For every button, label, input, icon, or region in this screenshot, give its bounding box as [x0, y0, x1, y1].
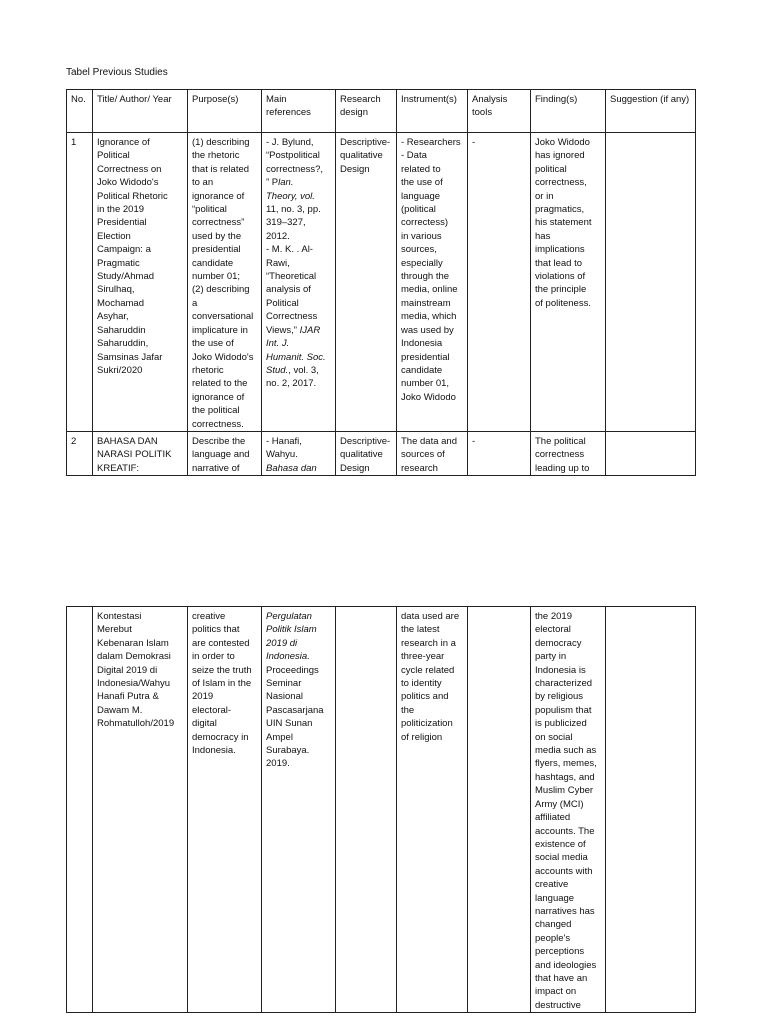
cell-line: by religious: [535, 691, 584, 703]
cell-line: of Islam in the: [192, 678, 252, 690]
cell-line: research: [401, 462, 438, 474]
cell-line: “political: [192, 204, 227, 216]
cell-line: Saharuddin: [97, 324, 146, 336]
cell-line: pragmatics,: [535, 204, 585, 216]
cell-line: Nasional: [266, 691, 303, 703]
column-header-purposes: [188, 90, 262, 133]
cell-suggestions: [606, 133, 696, 432]
cell-line: 2019.: [266, 758, 290, 770]
cell-line: Proceedings: [266, 664, 319, 676]
cell-line: Presidential: [97, 217, 147, 229]
cell-title-author-year: [93, 431, 188, 475]
cell-line: to an: [192, 177, 214, 189]
cell-analysis-tools: [468, 133, 531, 432]
cell-line: changed: [535, 919, 572, 931]
cell-line: affiliated: [535, 812, 571, 824]
cell-line: Wahyu.: [266, 449, 298, 461]
cell-no: [67, 431, 93, 475]
cell-research-design: [336, 607, 397, 1013]
cell-line: Design: [340, 462, 370, 474]
cell-line: media, online: [401, 284, 458, 296]
cell-line: BAHASA DAN: [97, 435, 158, 447]
cell-line: democracy in: [192, 731, 249, 743]
header-row: [67, 90, 696, 133]
table-row: [67, 133, 696, 432]
cell-line: - Hanafi,: [266, 435, 302, 447]
cell-line: Humanit. Soc.: [266, 351, 326, 363]
cell-line: Stud., vol. 3,: [266, 364, 319, 376]
cell-line: The political: [535, 435, 586, 447]
cell-line: Political: [266, 297, 299, 309]
cell-line: ” Plan.: [266, 177, 294, 189]
cell-line: Rohmatulloh/2019: [97, 718, 175, 730]
cell-line: 2019 di: [266, 637, 298, 649]
cell-instruments: [397, 607, 468, 1013]
cell-line: impact on: [535, 986, 577, 998]
cell-line: implications: [535, 244, 585, 256]
cell-purposes: [188, 133, 262, 432]
cell-line: Mochamad: [97, 297, 144, 309]
cell-line: Digital 2019 di: [97, 664, 158, 676]
cell-line: Design: [340, 163, 370, 175]
cell-line: especially: [401, 257, 443, 269]
cell-line: Joko Widodo's: [192, 351, 254, 363]
cell-line: Indonesia is: [535, 664, 586, 676]
cell-findings: [531, 431, 606, 475]
cell-line: politics that: [192, 624, 240, 636]
cell-line: Descriptive-: [340, 435, 391, 447]
cell-line: destructive: [535, 999, 581, 1011]
cell-main-references: [262, 133, 336, 432]
cell-line: no. 2, 2017.: [266, 378, 317, 390]
column-header-line: No.: [71, 94, 86, 105]
cell-line: correctness”: [192, 217, 245, 229]
cell-line: related to: [401, 163, 441, 175]
column-header-title-author-year: [93, 90, 188, 133]
cell-line: social media: [535, 852, 588, 864]
cell-purposes: [188, 607, 262, 1013]
cell-line: Political Rhetoric: [97, 190, 168, 202]
cell-line: his statement: [535, 217, 592, 229]
cell-line: the latest: [401, 624, 440, 636]
cell-line: Election: [97, 230, 131, 242]
cell-line: that is related: [192, 163, 250, 175]
cell-line: presidential: [401, 351, 450, 363]
cell-line: narratives has: [535, 905, 595, 917]
cell-line: narrative of: [192, 462, 240, 474]
cell-line: Campaign: a: [97, 244, 151, 256]
cell-line: democracy: [535, 637, 582, 649]
cell-line: sources,: [401, 244, 437, 256]
cell-line: Politik Islam: [266, 624, 317, 636]
cell-line: accounts. The: [535, 825, 595, 837]
cell-line: Political: [97, 150, 130, 162]
cell-line: language: [535, 892, 575, 904]
column-header-main-references: [262, 90, 336, 133]
cell-line: hashtags, and: [535, 771, 595, 783]
cell-line: sources of: [401, 449, 445, 461]
cell-line: (1) describing: [192, 137, 250, 148]
cell-line: the political: [192, 405, 240, 417]
cell-line: accounts with: [535, 865, 593, 877]
cell-line: language and: [192, 449, 250, 461]
cell-line: of religion: [401, 731, 443, 743]
cell-line: Indonesia/Wahyu: [97, 678, 171, 690]
cell-findings: [531, 133, 606, 432]
cell-line: analysis of: [266, 284, 311, 296]
cell-suggestions: [606, 607, 696, 1013]
cell-line: Saharuddin,: [97, 338, 149, 350]
cell-line: correctness.: [192, 418, 244, 430]
cell-line: used by the: [192, 230, 242, 242]
cell-line: was used by: [401, 324, 454, 336]
cell-line: the use of: [192, 338, 234, 350]
cell-line: - J. Bylund,: [266, 137, 314, 148]
cell-line: the rhetoric: [192, 150, 240, 162]
column-header-line: Analysis: [472, 94, 508, 105]
cell-line: on social: [535, 731, 573, 743]
cell-line: the principle: [535, 284, 587, 296]
cell-line: Kebenaran Islam: [97, 637, 169, 649]
column-header-line: Suggestion (if any): [610, 94, 690, 105]
cell-line: “Postpolitical: [266, 150, 320, 162]
cell-line: The data and: [401, 435, 457, 447]
cell-main-references: [262, 431, 336, 475]
cell-line: correctness?,: [266, 163, 324, 175]
cell-line: Asyhar,: [97, 311, 129, 323]
cell-line: creative: [535, 879, 569, 891]
cell-line: Muslim Cyber: [535, 785, 594, 797]
cell-line: Merebut: [97, 624, 132, 636]
cell-line: 2012.: [266, 230, 290, 242]
cell-research-design: [336, 431, 397, 475]
cell-line: - Data: [401, 150, 427, 162]
column-header-line: design: [340, 107, 368, 119]
cell-line: Ignorance of: [97, 137, 150, 148]
cell-line: electoral-: [192, 704, 232, 716]
cell-line: political: [535, 163, 567, 175]
cell-line: UIN Sunan: [266, 718, 313, 730]
cell-line: -: [472, 435, 476, 447]
cell-line: Indonesia: [401, 338, 443, 350]
previous-studies-table-continued: [66, 606, 696, 1013]
cell-line: 11, no. 3, pp.: [266, 204, 321, 216]
cell-line: language: [401, 190, 441, 202]
cell-line: candidate: [401, 364, 443, 376]
cell-line: in various: [401, 230, 442, 242]
previous-studies-table: [66, 89, 696, 476]
cell-line: populism that: [535, 704, 592, 716]
cell-line: Pascasarjana: [266, 704, 324, 716]
cell-line: Correctness on: [97, 163, 162, 175]
cell-line: “Theoretical: [266, 271, 317, 283]
cell-line: a: [192, 297, 198, 309]
cell-line: to identity: [401, 678, 442, 690]
cell-line: Dawam M.: [97, 704, 143, 716]
cell-line: and ideologies: [535, 959, 597, 971]
cell-line: Pergulatan: [266, 611, 312, 622]
cell-line: Bahasa dan: [266, 462, 317, 474]
cell-line: Sukri/2020: [97, 364, 143, 376]
column-header-line: Purpose(s): [192, 94, 239, 105]
column-header-line: Finding(s): [535, 94, 578, 105]
cell-line: of politeness.: [535, 297, 591, 309]
cell-line: - Researchers: [401, 137, 461, 148]
cell-line: NARASI POLITIK: [97, 449, 172, 461]
cell-line: people's: [535, 932, 571, 944]
cell-line: party in: [535, 651, 567, 663]
cell-line: research in a: [401, 637, 456, 649]
cell-line: correctness,: [535, 177, 587, 189]
cell-line: Surabaya.: [266, 745, 310, 757]
cell-main-references: [262, 607, 336, 1013]
cell-line: Study/Ahmad: [97, 271, 155, 283]
column-header-no: [67, 90, 93, 133]
cell-line: Theory, vol.: [266, 190, 315, 202]
cell-line: Kontestasi: [97, 611, 142, 622]
column-header-instruments: [397, 90, 468, 133]
cell-no: [67, 607, 93, 1013]
cell-line: presidential: [192, 244, 241, 256]
cell-line: politics and: [401, 691, 449, 703]
column-header-analysis-tools: [468, 90, 531, 133]
cell-line: has: [535, 230, 551, 242]
cell-line: seize the truth: [192, 664, 252, 676]
table-row: [67, 431, 696, 475]
cell-instruments: [397, 133, 468, 432]
cell-line: politicization: [401, 718, 453, 730]
cell-line: Army (MCI): [535, 798, 584, 810]
cell-title-author-year: [93, 607, 188, 1013]
cell-line: Describe the: [192, 435, 246, 447]
cell-line: digital: [192, 718, 217, 730]
cell-line: Correctness: [266, 311, 318, 323]
cell-line: in order to: [192, 651, 235, 663]
cell-line: (2) describing: [192, 284, 250, 296]
column-header-line: Main: [266, 94, 287, 105]
cell-line: 1: [71, 137, 77, 148]
cell-line: Indonesia.: [266, 651, 310, 663]
cell-line: implicature in: [192, 324, 248, 336]
cell-line: has ignored: [535, 150, 585, 162]
cell-line: candidate: [192, 257, 234, 269]
cell-line: three-year: [401, 651, 445, 663]
cell-line: Views,” IJAR: [266, 324, 321, 336]
cell-line: Descriptive-: [340, 137, 391, 148]
cell-line: - M. K. . Al-: [266, 244, 313, 256]
cell-line: 2019: [192, 691, 214, 703]
column-header-line: Research: [340, 94, 381, 105]
cell-line: Indonesia.: [192, 745, 236, 757]
cell-line: the 2019: [535, 611, 572, 622]
cell-line: Joko Widodo's: [97, 177, 159, 189]
cell-line: number 01,: [401, 378, 450, 390]
cell-line: related to the: [192, 378, 248, 390]
cell-line: are contested: [192, 637, 250, 649]
cell-line: ignorance of: [192, 190, 245, 202]
cell-no: [67, 133, 93, 432]
cell-line: or in: [535, 190, 554, 202]
cell-line: media such as: [535, 745, 597, 757]
column-header-line: Title/ Author/ Year: [97, 94, 172, 105]
cell-line: in the 2019: [97, 204, 145, 216]
cell-line: rhetoric: [192, 364, 224, 376]
cell-line: perceptions: [535, 946, 585, 958]
cell-purposes: [188, 431, 262, 475]
document-title: Tabel Previous Studies: [66, 67, 168, 78]
cell-line: Seminar: [266, 678, 302, 690]
cell-line: leading up to: [535, 462, 590, 474]
cell-line: -: [472, 137, 476, 148]
cell-analysis-tools: [468, 431, 531, 475]
cell-line: cycle related: [401, 664, 455, 676]
cell-line: through the: [401, 271, 450, 283]
column-header-line: Instrument(s): [401, 94, 457, 105]
cell-line: that lead to: [535, 257, 583, 269]
cell-line: the: [401, 704, 415, 716]
cell-line: characterized: [535, 678, 593, 690]
cell-research-design: [336, 133, 397, 432]
column-header-research-design: [336, 90, 397, 133]
table-row-continued: [67, 607, 696, 1013]
column-header-line: references: [266, 107, 311, 119]
cell-line: Rawi,: [266, 257, 290, 269]
cell-line: existence of: [535, 838, 586, 850]
cell-line: correctess): [401, 217, 448, 229]
cell-line: Int. J.: [266, 338, 290, 350]
cell-line: data used are: [401, 611, 460, 622]
cell-line: qualitative: [340, 150, 383, 162]
cell-line: is publicized: [535, 718, 587, 730]
cell-line: mainstream: [401, 297, 451, 309]
column-header-line: tools: [472, 107, 493, 119]
cell-line: Ampel: [266, 731, 293, 743]
cell-line: 2: [71, 435, 77, 447]
cell-line: (political: [401, 204, 436, 216]
column-header-suggestions: [606, 90, 696, 133]
cell-line: 319–327,: [266, 217, 306, 229]
cell-line: Joko Widodo: [401, 391, 456, 403]
cell-line: Samsinas Jafar: [97, 351, 163, 363]
cell-suggestions: [606, 431, 696, 475]
cell-line: creative: [192, 611, 226, 622]
cell-instruments: [397, 431, 468, 475]
cell-title-author-year: [93, 133, 188, 432]
cell-line: conversational: [192, 311, 254, 323]
cell-line: flyers, memes,: [535, 758, 597, 770]
cell-line: ignorance of: [192, 391, 245, 403]
cell-line: the use of: [401, 177, 443, 189]
cell-line: Pragmatic: [97, 257, 140, 269]
cell-line: electoral: [535, 624, 571, 636]
cell-findings: [531, 607, 606, 1013]
cell-line: number 01;: [192, 271, 241, 283]
cell-line: that have an: [535, 972, 588, 984]
cell-line: Joko Widodo: [535, 137, 590, 148]
cell-line: media, which: [401, 311, 457, 323]
cell-line: correctness: [535, 449, 585, 461]
column-header-findings: [531, 90, 606, 133]
cell-line: Hanafi Putra &: [97, 691, 159, 703]
cell-line: KREATIF:: [97, 462, 140, 474]
cell-line: dalam Demokrasi: [97, 651, 171, 663]
cell-line: Sirulhaq,: [97, 284, 135, 296]
cell-line: qualitative: [340, 449, 383, 461]
cell-line: violations of: [535, 271, 586, 283]
cell-analysis-tools: [468, 607, 531, 1013]
